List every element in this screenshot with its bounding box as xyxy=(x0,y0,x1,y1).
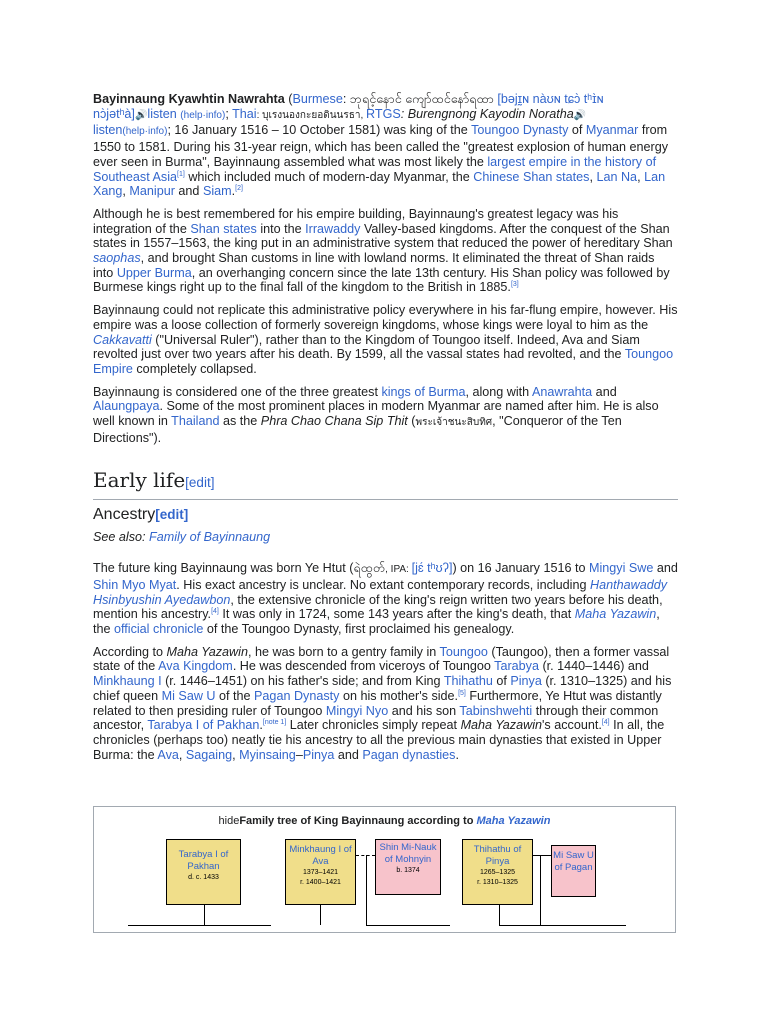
link-myinsaing[interactable]: Myinsaing xyxy=(239,747,296,762)
link-lan-na[interactable]: Lan Na xyxy=(596,169,638,184)
listen-link-2[interactable]: listen xyxy=(93,123,123,138)
see-also-hatnote: See also: Family of Bayinnaung xyxy=(93,530,271,545)
link-maha-yazawin[interactable]: Maha Yazawin xyxy=(574,607,657,622)
reference[interactable]: [3] xyxy=(510,281,519,289)
article-subject: Bayinnaung Kyawhtin Nawrahta xyxy=(93,92,285,106)
link-pinya[interactable]: Pinya xyxy=(510,674,542,689)
link-tarabya[interactable]: Tarabya xyxy=(494,659,539,674)
link-tabinshwehti[interactable]: Tabinshwehti xyxy=(459,703,533,718)
descent-line xyxy=(499,905,500,925)
heading-ancestry: Ancestry[edit] xyxy=(93,506,189,524)
reference[interactable]: [4] xyxy=(601,719,610,727)
reference[interactable]: [5] xyxy=(458,689,466,697)
link-largest-empire[interactable]: largest empire in the history of Southeast Asia xyxy=(93,154,657,184)
link-minkhaung[interactable]: Minkhaung I xyxy=(93,674,162,689)
heading-early-life: Early life[edit] xyxy=(93,467,678,500)
link-mingyi-swe[interactable]: Mingyi Swe xyxy=(589,561,654,576)
descent-line xyxy=(366,925,450,926)
edit-link[interactable]: [edit] xyxy=(185,475,215,491)
link-upper-burma[interactable]: Upper Burma xyxy=(116,265,192,280)
link-irrawaddy[interactable]: Irrawaddy xyxy=(305,221,361,236)
descent-line xyxy=(320,905,321,925)
link-lan-xang[interactable]: Lan Xang xyxy=(93,169,666,199)
descent-line xyxy=(540,855,541,925)
link-mi-saw-u[interactable]: Mi Saw U xyxy=(161,688,216,703)
link-hanthawaddy[interactable]: Hanthawaddy Hsinbyushin Ayedawbon xyxy=(93,577,667,607)
link-burmese[interactable]: Burmese xyxy=(292,92,343,106)
link-official-chronicle[interactable]: official chronicle xyxy=(114,621,204,636)
link-toungoo[interactable]: Toungoo xyxy=(439,644,488,659)
link-ava-kingdom[interactable]: Ava Kingdom xyxy=(158,659,233,674)
link-sagaing[interactable]: Sagaing xyxy=(185,747,233,762)
reference[interactable]: [2] xyxy=(235,185,243,193)
link-shin-myo-myat[interactable]: Shin Myo Myat xyxy=(93,577,177,592)
link-myanmar[interactable]: Myanmar xyxy=(585,123,639,138)
speaker-icon[interactable]: 🔊 xyxy=(134,109,148,121)
link-shan-states[interactable]: Shan states xyxy=(190,221,257,236)
ipa-link[interactable]: [bəjɪ̰ɴ nàʊɴ tɕɔ̀ tʰɪ̀ɴ xyxy=(497,92,604,106)
link-saophas[interactable]: saophas xyxy=(93,251,141,266)
link-manipur[interactable]: Manipur xyxy=(129,184,175,199)
help-info-link-2[interactable]: (help·info) xyxy=(122,126,168,138)
link-pinya-2[interactable]: Pinya xyxy=(302,747,335,762)
note-reference[interactable]: [note 1] xyxy=(262,719,287,727)
link-siam[interactable]: Siam xyxy=(202,184,232,199)
link-thailand[interactable]: Thailand xyxy=(171,414,220,429)
tree-node-shin-mi-nauk[interactable]: Shin Mi-Nauk of Mohnyin b. 1374 xyxy=(375,839,441,895)
link-alaungpaya[interactable]: Alaungpaya xyxy=(93,399,160,414)
descent-line xyxy=(366,855,367,925)
link-kings-of-burma[interactable]: kings of Burma xyxy=(381,384,466,399)
paragraph-legacy: Although he is best remembered for his empire building, Bayinnaung's greatest legacy was his integration of the Shan states into the Irrawaddy Valley-based kingdoms. After the conquest of the Shan states in 1557–1563, the king put in an administrative system that reduced the power of hereditary Shan saophas, and brought Shan customs in line with lowland norms. It eliminated the threat of Shan raids into Upper Burma, an overhanging concern since the late 13th century. His Shan policy was followed by Burmese kings right up to the final fall of the kingdom to the British in 1885.[3] xyxy=(93,206,673,295)
ipa-link-cont[interactable]: nɔ̀jətʰà] xyxy=(93,106,135,121)
edit-link[interactable]: [edit] xyxy=(155,507,189,523)
paragraph-birth: The future king Bayinnaung was born Ye Htut (ရဲထွတ်, IPA: [jɛ́ tʰʊʔ]) on 16 January 1516 to Mingyi Swe and Shin Myo Myat. His exact ancestry is unclear. No extant contemporary records, including Hanthawaddy Hsinbyushin Ayedawbon, the extensive chronicle of the king's reign written two years before his death, mention his ancestry.[4] It was only in 1724, some 143 years after the king's death, that Maha Yazawin, the official chronicle of the Toungoo Dynasty, first proclaimed his genealogy. xyxy=(93,561,678,636)
link-thihathu[interactable]: Thihathu xyxy=(443,674,493,689)
link-thai[interactable]: Thai xyxy=(232,106,257,121)
link-rtgs[interactable]: RTGS xyxy=(366,106,401,121)
paragraph-greatest-kings: Bayinnaung is considered one of the three greatest kings of Burma, along with Anawrahta and Alaungpaya. Some of the most prominent places in modern Myanmar are named after him. He is also well known in Thailand as the Phra Chao Chana Sip Thit (พระเจ้าชนะสิบทิศ, "Conqueror of the Ten Directions"). xyxy=(93,384,659,445)
hide-toggle[interactable]: hide xyxy=(218,815,240,827)
article-content xyxy=(93,92,678,770)
link-pagan-dynasties[interactable]: Pagan dynasties xyxy=(362,747,456,762)
tree-node-minkhaung[interactable]: Minkhaung I of Ava 1373–1421 r. 1400–1421 xyxy=(285,839,356,905)
descent-line xyxy=(204,905,205,925)
paragraph-descent: According to Maha Yazawin, he was born to a gentry family in Toungoo (Taungoo), then a former vassal state of the Ava Kingdom. He was descended from viceroys of Toungoo Tarabya (r. 1440–1446) and Minkhaung I (r. 1446–1451) on his father's side; and from King Thihathu of Pinya (r. 1310–1325) and his chief queen Mi Saw U of the Pagan Dynasty on his mother's side.[5] Furthermore, Ye Htut was distantly related to then presiding ruler of Toungoo Mingyi Nyo and his son Tabinshwehti through their common ancestor, Tarabya I of Pakhan.[note 1] Later chronicles simply repeat Maha Yazawin's account.[4] In all, the chronicles (perhaps too) neatly tie his ancestry to all the previous main dynasties that existed in Upper Burma: the Ava, Sagaing, Myinsaing–Pinya and Pagan dynasties. xyxy=(93,644,672,762)
speaker-icon[interactable]: 🔊 xyxy=(573,109,587,121)
link-ava[interactable]: Ava xyxy=(157,747,179,762)
link-cakkavatti[interactable]: Cakkavatti xyxy=(93,332,152,347)
link-pagan-dynasty[interactable]: Pagan Dynasty xyxy=(254,688,340,703)
link-anawrahta[interactable]: Anawrahta xyxy=(531,384,593,399)
link-maha-yazawin-tree[interactable]: Maha Yazawin xyxy=(476,815,551,827)
listen-link[interactable]: listen xyxy=(147,106,177,121)
link-family-of-bayinnaung[interactable]: Family of Bayinnaung xyxy=(149,530,271,545)
marriage-line xyxy=(533,855,551,856)
family-tree xyxy=(93,806,676,933)
reference[interactable]: [1] xyxy=(177,170,185,178)
help-info-link[interactable]: (help·info) xyxy=(180,109,226,121)
tree-node-thihathu[interactable]: Thihathu of Pinya 1265–1325 r. 1310–1325 xyxy=(462,839,533,905)
family-tree-title: hideFamily tree of King Bayinnaung according to Maha Yazawin xyxy=(218,815,551,827)
reference[interactable]: [4] xyxy=(211,608,219,616)
link-chinese-shan-states[interactable]: Chinese Shan states xyxy=(473,169,590,184)
tree-node-tarabya[interactable]: Tarabya I of Pakhan d. c. 1433 xyxy=(166,839,241,905)
tree-node-mi-saw-u[interactable]: Mi Saw U of Pagan xyxy=(551,845,596,897)
intro-paragraph: Bayinnaung Kyawhtin Nawrahta (Burmese: ဘုရင့်နောင် ကျော်ထင်နော်ရထာ [bəjɪ̰ɴ nàʊɴ tɕɔ̀ tʰɪ̀ɴ nɔ̀jətʰà]🔊listen (help·info); Thai: บุเรงนองกะยอดินนรธา, RTGS: Burengnong Kayodin Noratha🔊 listen(help·info); 16 January 1516 – 10 October 1581) was king of the Toungoo Dynasty of Myanmar from 1550 to 1581. During his 31-year reign, which has been called the "greatest explosion of human energy ever seen in Burma", Bayinnaung assembled what was most likely the largest empire in the history of Southeast Asia[1] which included much of modern-day Myanmar, the Chinese Shan states, Lan Na, Lan Xang, Manipur and Siam.[2] xyxy=(93,92,669,199)
paragraph-empire: Bayinnaung could not replicate this administrative policy everywhere in his far-flung empire, however. His empire was a loose collection of formerly sovereign kingdoms, whose kings were loyal to him as the Cakkavatti ("Universal Ruler"), rather than to the Kingdom of Toungoo itself. Indeed, Ava and Siam revolted just over two years after his death. By 1599, all the vassal states had revolted, and the Toungoo Empire completely collapsed. xyxy=(93,303,678,376)
descent-line xyxy=(499,925,626,926)
descent-line xyxy=(128,925,271,926)
link-mingyi-nyo[interactable]: Mingyi Nyo xyxy=(325,703,389,718)
link-toungoo-dynasty[interactable]: Toungoo Dynasty xyxy=(471,123,569,138)
link-tarabya-pakhan[interactable]: Tarabya I of Pakhan xyxy=(147,718,260,733)
ipa-link[interactable]: [jɛ́ tʰʊʔ] xyxy=(411,561,453,576)
link-toungoo-empire[interactable]: Toungoo Empire xyxy=(93,347,674,376)
